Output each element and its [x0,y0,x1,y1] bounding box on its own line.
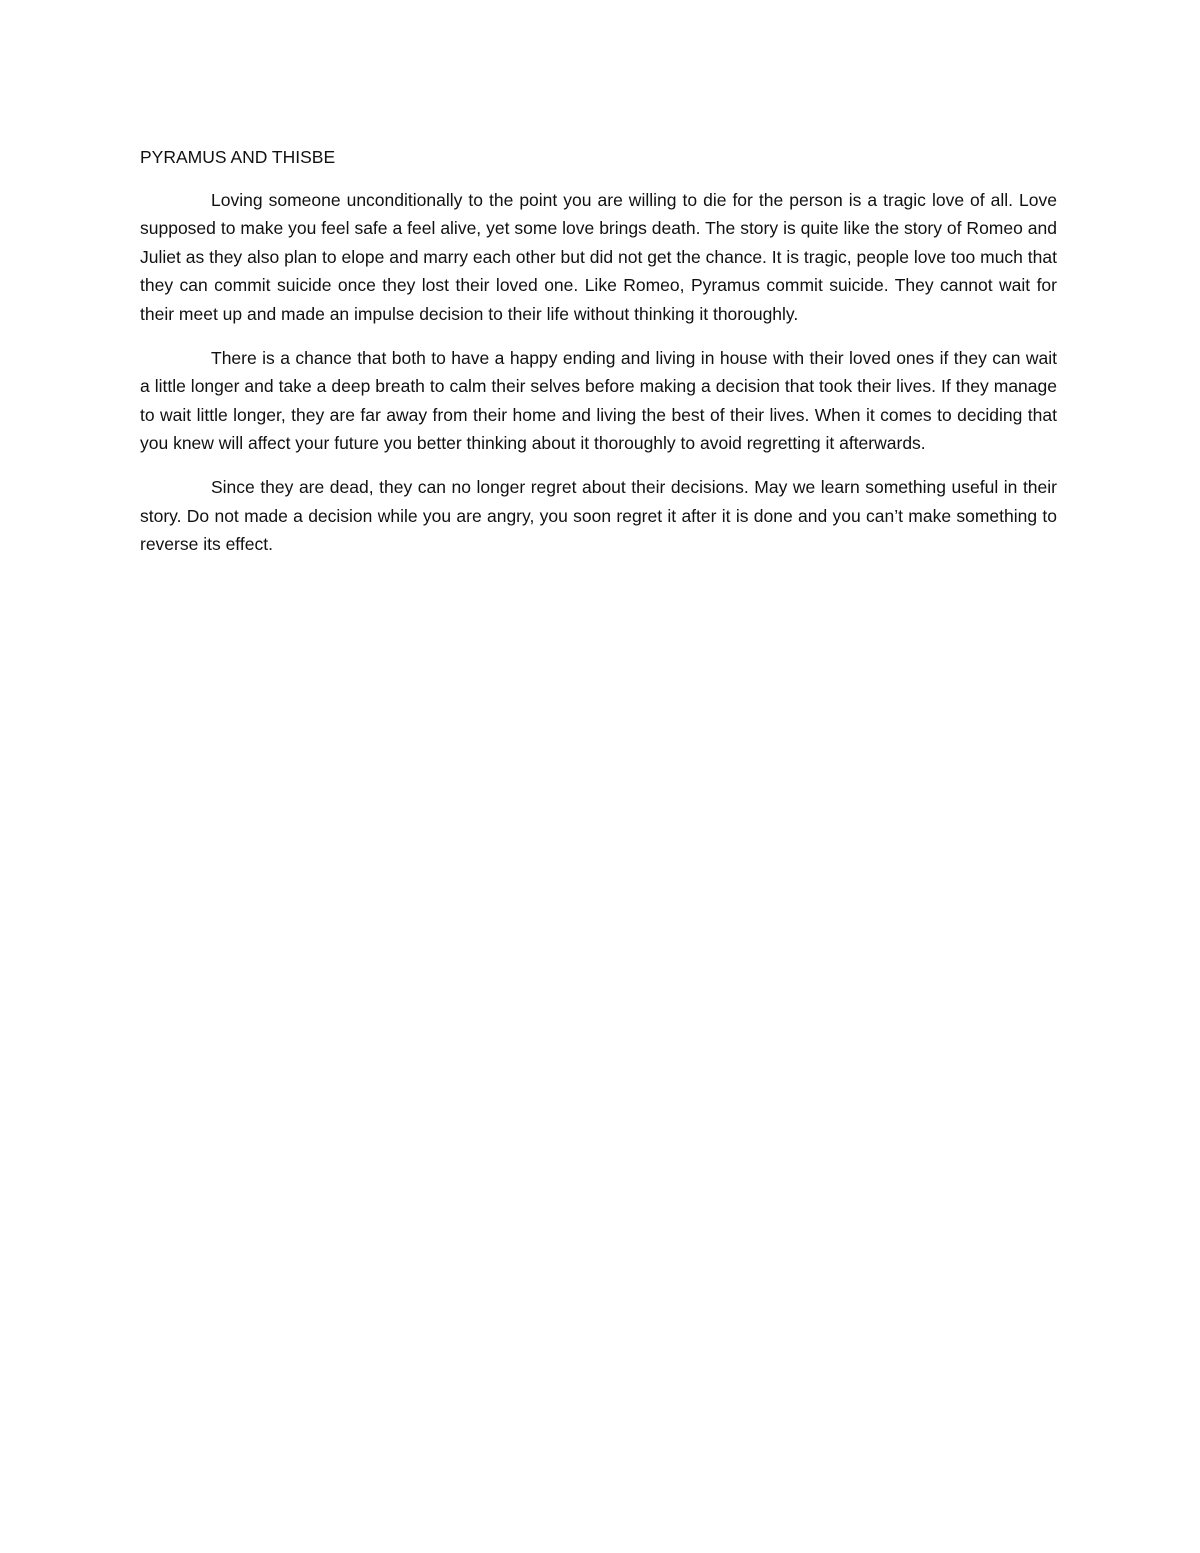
document-title: PYRAMUS AND THISBE [140,147,336,167]
paragraph-1: Loving someone unconditionally to the point you are willing to die for the person is a tragic love of all. Love supposed to make you feel safe a feel alive, yet some love brings death. The story is quite like the story of Romeo and Juliet as they also plan to elope and marry each other but did not get the chance. It is tragic, people love too much that they can commit suicide once they lost their loved one. Like Romeo, Pyramus commit suicide. They cannot wait for their meet up and made an impulse decision to their life without thinking it thoroughly. [140,189,1057,324]
paragraph-2: There is a chance that both to have a happy ending and living in house with their loved ones if they can wait a little longer and take a deep breath to calm their selves before making a decision that took their lives. If they manage to wait little longer, they are far away from their home and living the best of their lives. When it comes to deciding that you knew will affect your future you better thinking about it thoroughly to avoid regretting it afterwards. [140,347,1057,454]
paragraph-3: Since they are dead, they can no longer regret about their decisions. May we learn something useful in their story. Do not made a decision while you are angry, you soon regret it after it is done and you can’t make something to reverse its effect. [140,476,1057,555]
document-body [140,143,1057,574]
